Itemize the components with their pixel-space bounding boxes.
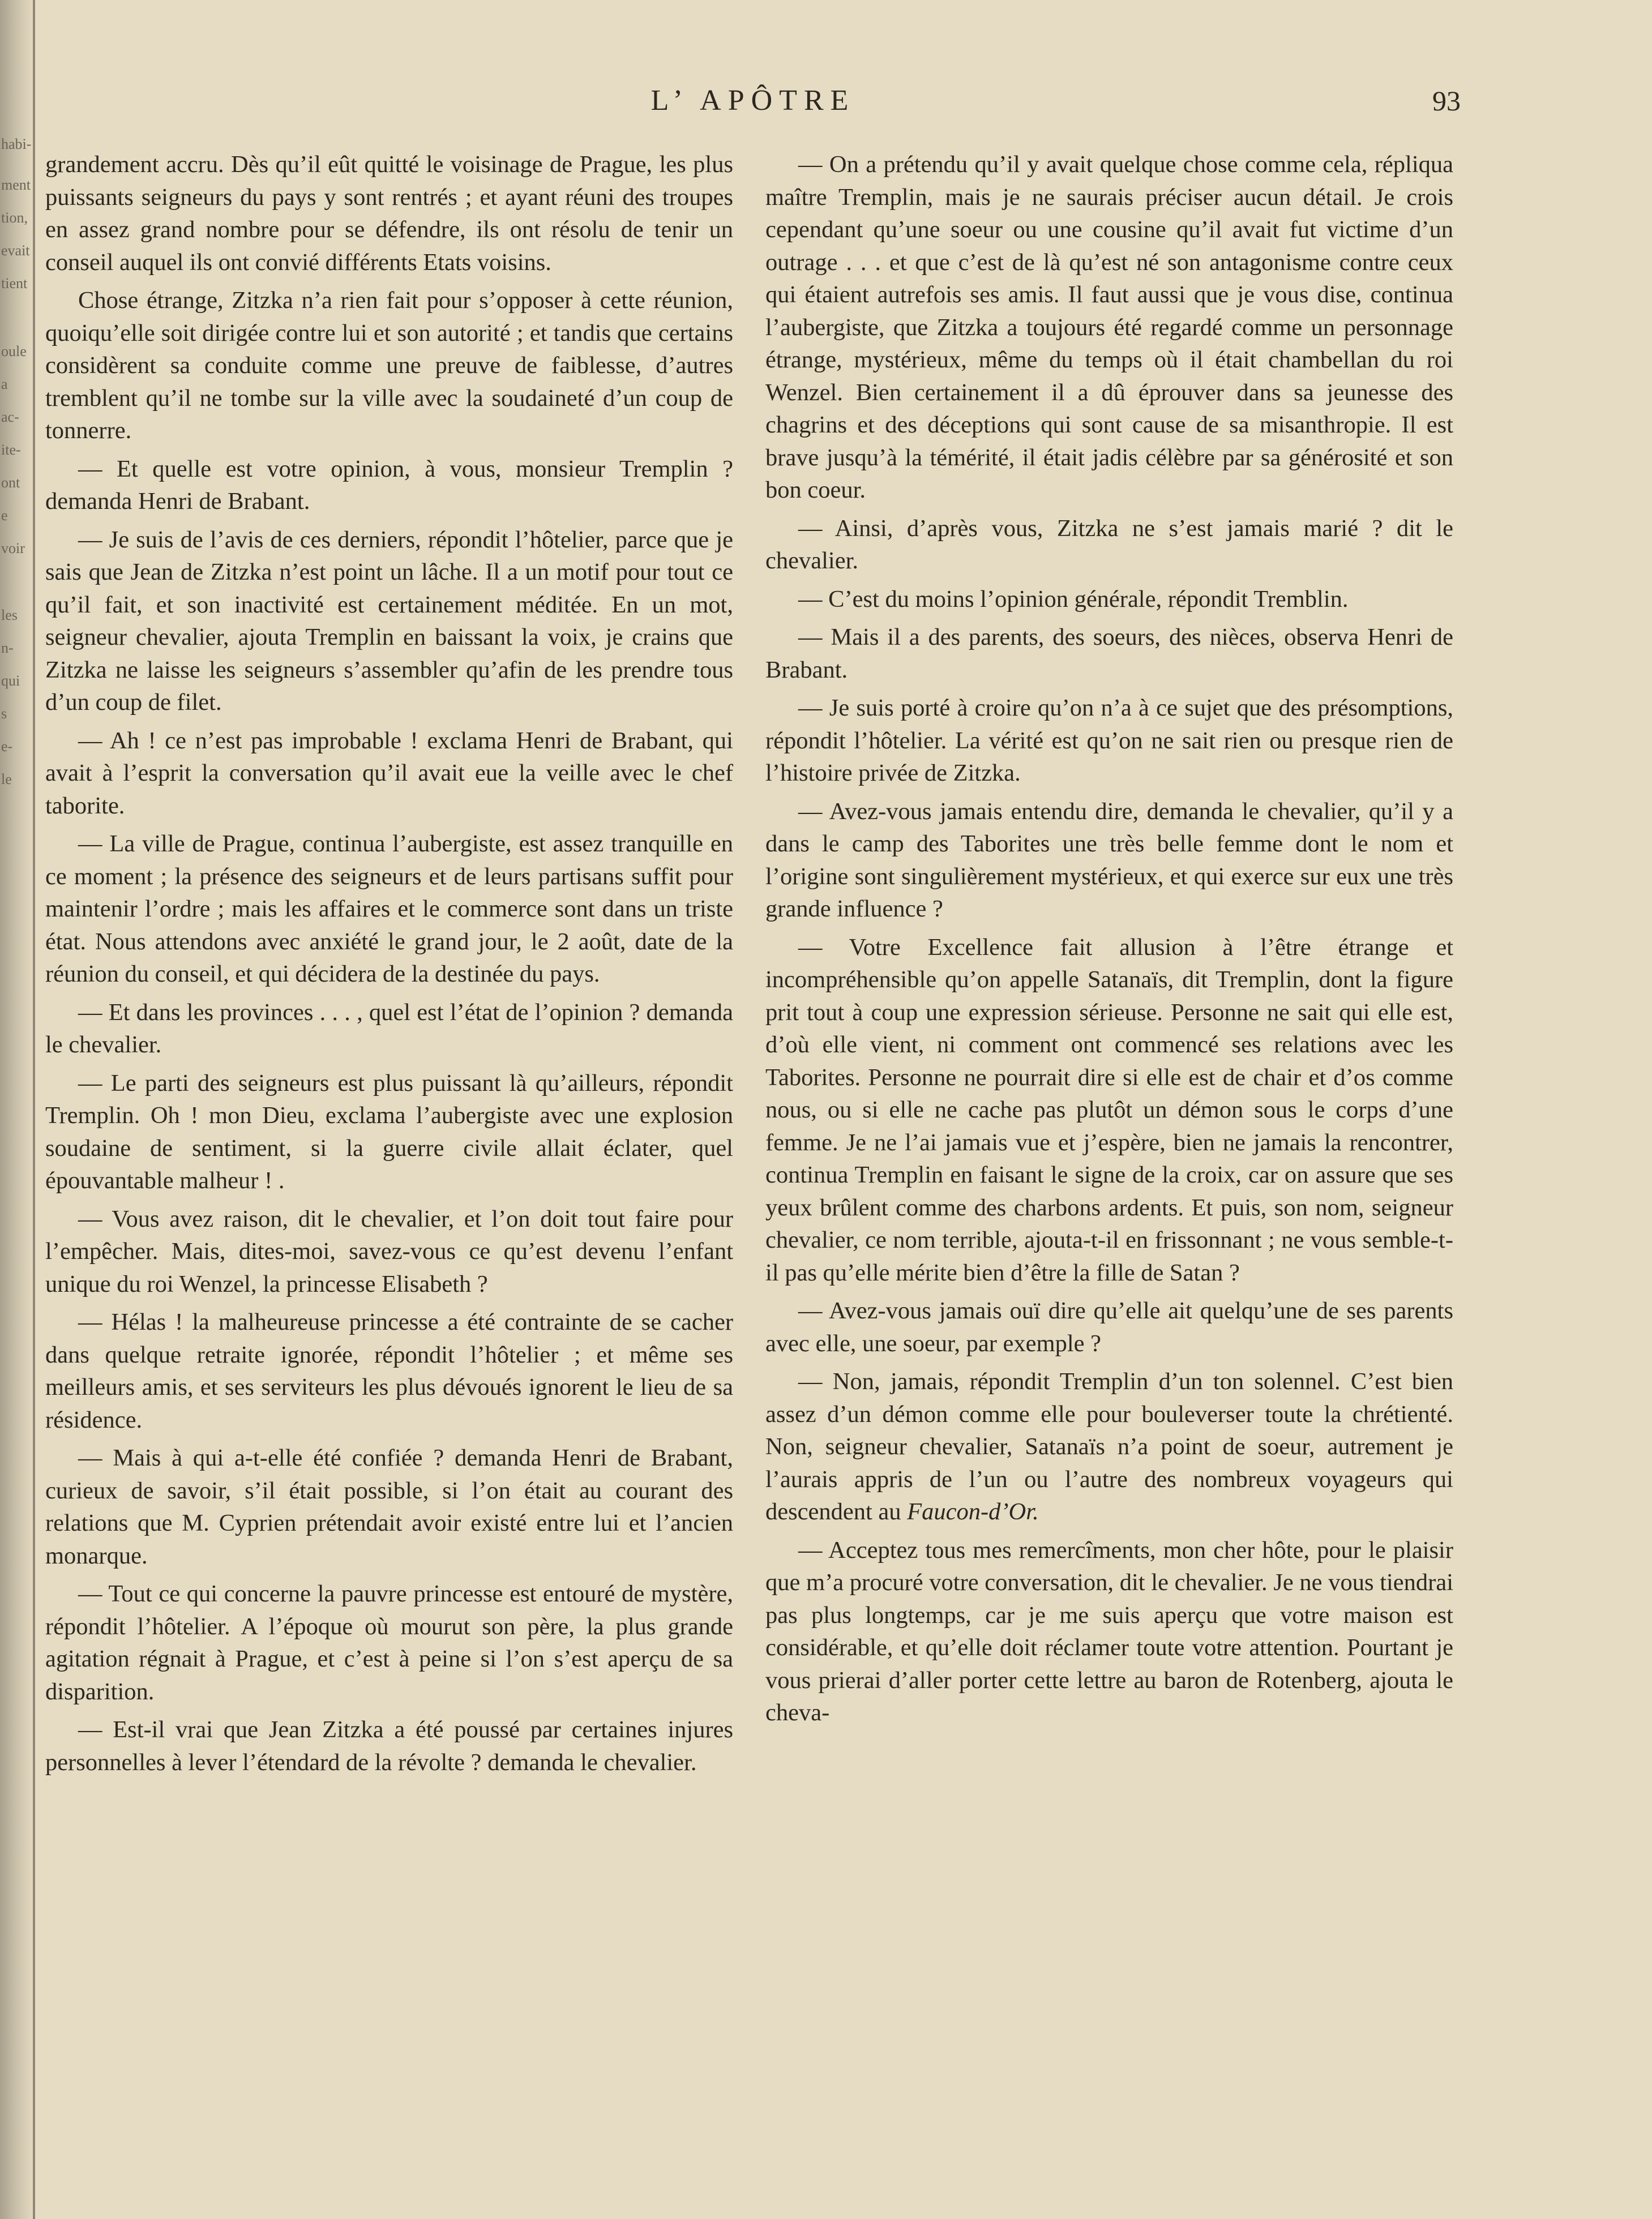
paragraph: — Et quelle est votre opinion, à vous, monsieur Tremplin ? demanda Henri de Brabant. [45,455,733,515]
page-number: 93 [1432,85,1461,117]
binding-edge [33,0,35,2219]
book-gutter-shadow [0,0,35,2219]
paragraph: — Ah ! ce n’est pas improbable ! exclama Henri de Brabant, qui avait à l’esprit la conversation qu’il avait eue la veille avec le chef taborite. [45,727,733,819]
margin-fragment: tient [1,275,28,292]
paragraph: — Avez-vous jamais ouï dire qu’elle ait quelqu’une de ses parents avec elle, une soeur, par exemple ? [765,1297,1453,1357]
paragraph: — Mais à qui a-t-elle été confiée ? demanda Henri de Brabant, curieux de savoir, s’il était possible, si l’on était au courant des relations que M. Cyprien prétendait avoir existé entre lui et l’ancien monarque. [45,1445,733,1569]
paragraph: — Est-il vrai que Jean Zitzka a été poussé par certaines injures personnelles à lever l’étendard de la révolte ? demanda le chevalier. [45,1716,733,1776]
margin-fragment: evait [1,242,30,259]
margin-fragment: n- [1,640,14,656]
margin-fragment: ac- [1,409,19,425]
paragraph: — Acceptez tous mes remercîments, mon cher hôte, pour le plaisir que m’a procuré votre conversation, dit le chevalier. Je ne vous tiendrai pas plus longtemps, car je me suis aperçu que votre maison est considérable, et qu’elle doit réclamer toute votre attention. Pourtant je vous prierai d’aller porter cette lettre au baron de Rotenberg, ajouta le cheva- [765,1536,1453,1726]
margin-fragment: ite- [1,442,21,458]
margin-fragment: qui [1,672,20,689]
margin-fragment: habi- [1,136,32,152]
margin-fragment: a [1,376,8,392]
paragraph: — Votre Excellence fait allusion à l’être étrange et incompréhensible qu’on appelle Satanaïs, dit Tremplin, dont la figure prit tout à coup une expression sérieuse. Personne ne sait qui elle est, d’où elle vient, ni comment ont commencé ses relations avec les Taborites. Personne ne pourrait dire si elle est de chair et d’os comme nous, ou si elle ne cache pas plutôt un démon sous le corps d’une femme. Je ne l’ai jamais vue et j’espère, bien ne jamais la rencontrer, continua Tremplin en faisant le signe de la croix, car on assure que ses yeux brûlent comme des charbons ardents. Et puis, son nom, seigneur chevalier, ce nom terrible, ajouta-t-il en frissonnant ; ne vous semble-t-il pas qu’elle mérite bien d’être la fille de Satan ? [765,933,1453,1286]
paragraph: — Hélas ! la malheureuse princesse a été contrainte de se cacher dans quelque retraite ignorée, répondit l’hôtelier ; et même ses meilleurs amis, et ses serviteurs les plus dévoués ignorent le lieu de sa résidence. [45,1309,733,1433]
margin-fragment: tion, [1,209,28,226]
margin-fragment: oule [1,343,27,359]
paragraph: Chose étrange, Zitzka n’a rien fait pour s’opposer à cette réunion, quoiqu’elle soit dirigée contre lui et son autorité ; et tandis que certains considèrent sa conduite comme une preuve de faiblesse, d’autres tremblent qu’il ne tombe sur la ville avec la soudaineté d’un coup de tonnerre. [45,287,733,444]
margin-fragment: s [1,705,7,722]
margin-fragment: voir [1,540,25,556]
paragraph-text: — Non, jamais, répondit Tremplin d’un ton solennel. C’est bien assez d’un démon comme elle pour bouleverser toute la chrétienté. Non, seigneur chevalier, Satanaïs n’a point de soeur, autrement je l’aurais appris de l’un ou l’autre des nombreux voyageurs qui descendent au [765,1368,1453,1525]
paragraph: — La ville de Prague, continua l’aubergiste, est assez tranquille en ce moment ; la présence des seigneurs et de leurs partisans suffit pour maintenir l’ordre ; mais les affaires et le commerce sont dans un triste état. Nous attendons avec anxiété le grand jour, le 2 août, date de la réunion du conseil, et qui décidera de la destinée du pays. [45,830,733,987]
margin-fragment: e [1,507,8,524]
page-header [45,78,1461,123]
paragraph: — Je suis porté à croire qu’on n’a à ce sujet que des présomptions, répondit l’hôtelier. La vérité est qu’on ne sait rien ou presque rien de l’histoire privée de Zitzka. [765,695,1453,786]
inn-name: Faucon-d’Or. [907,1498,1039,1525]
margin-fragment: les [1,607,18,623]
paragraph: — Vous avez raison, dit le chevalier, et l’on doit tout faire pour l’empêcher. Mais, dites-moi, savez-vous ce qu’est devenu l’enfant unique du roi Wenzel, la princesse Elisabeth ? [45,1205,733,1297]
running-title: L’ APÔTRE [650,84,855,117]
paragraph: — C’est du moins l’opinion générale, répondit Tremblin. [798,585,1349,612]
margin-fragment: e- [1,738,13,755]
paragraph [765,1365,1453,1528]
margin-fragment: le [1,771,12,787]
paragraph: — Tout ce qui concerne la pauvre princesse est entouré de mystère, répondit l’hôtelier. A l’époque où mourut son père, la plus grande agitation régnait à Prague, et c’est à peine si l’on s’est aperçu de sa disparition. [45,1580,733,1705]
margin-fragment: ment [1,177,31,193]
paragraph: — Et dans les provinces . . . , quel est l’état de l’opinion ? demanda le chevalier. [45,999,733,1058]
paragraph: grandement accru. Dès qu’il eût quitté le voisinage de Prague, les plus puissants seigneurs du pays y sont rentrés ; et ayant réuni des troupes en assez grand nombre pour se défendre, ils ont résolu de tenir un conseil auquel ils ont convié différents Etats voisins. [45,151,733,276]
paragraph: — Je suis de l’avis de ces derniers, répondit l’hôtelier, parce que je sais que Jean de Zitzka n’est point un lâche. Il a un motif pour tout ce qu’il fait, et son inactivité est certainement méditée. En un mot, seigneur chevalier, ajouta Tremplin en baissant la voix, je crains que Zitzka ne laisse les seigneurs s’assembler qu’afin de les prendre tous d’un coup de filet. [45,526,733,716]
margin-fragment: ont [1,474,20,491]
paragraph: — Le parti des seigneurs est plus puissant là qu’ailleurs, répondit Tremplin. Oh ! mon Dieu, exclama l’aubergiste avec une explosion soudaine de sentiment, si la guerre civile allait éclater, quel épouvantable malheur ! . [45,1069,733,1194]
paragraph: — Avez-vous jamais entendu dire, demanda le chevalier, qu’il y a dans le camp des Taborites une très belle femme dont le nom et l’origine sont singulièrement mystérieux, et qui exerce sur eux une très grande influence ? [765,798,1453,922]
right-column [765,148,1453,1735]
left-column [45,148,733,1784]
paragraph: — Ainsi, d’après vous, Zitzka ne s’est jamais marié ? dit le chevalier. [765,515,1453,574]
paragraph: — On a prétendu qu’il y avait quelque chose comme cela, répliqua maître Tremplin, mais je ne saurais préciser aucun détail. Je crois cependant qu’une soeur ou une cousine qu’il avait fut victime d’un outrage . . . et que c’est de là qu’est né son antagonisme contre ceux qui étaient autrefois ses amis. Il faut aussi que je vous dise, continua l’aubergiste, que Zitzka a toujours été regardé comme un personnage étrange, mystérieux, même du temps où il était chambellan du roi Wenzel. Bien certainement il a dû éprouver dans sa jeunesse des chagrins et des déceptions qui sont cause de sa misanthropie. Il est brave jusqu’à la témérité, il était jadis célèbre par sa générosité et son bon coeur. [765,151,1453,503]
paragraph: — Mais il a des parents, des soeurs, des nièces, observa Henri de Brabant. [765,624,1453,683]
